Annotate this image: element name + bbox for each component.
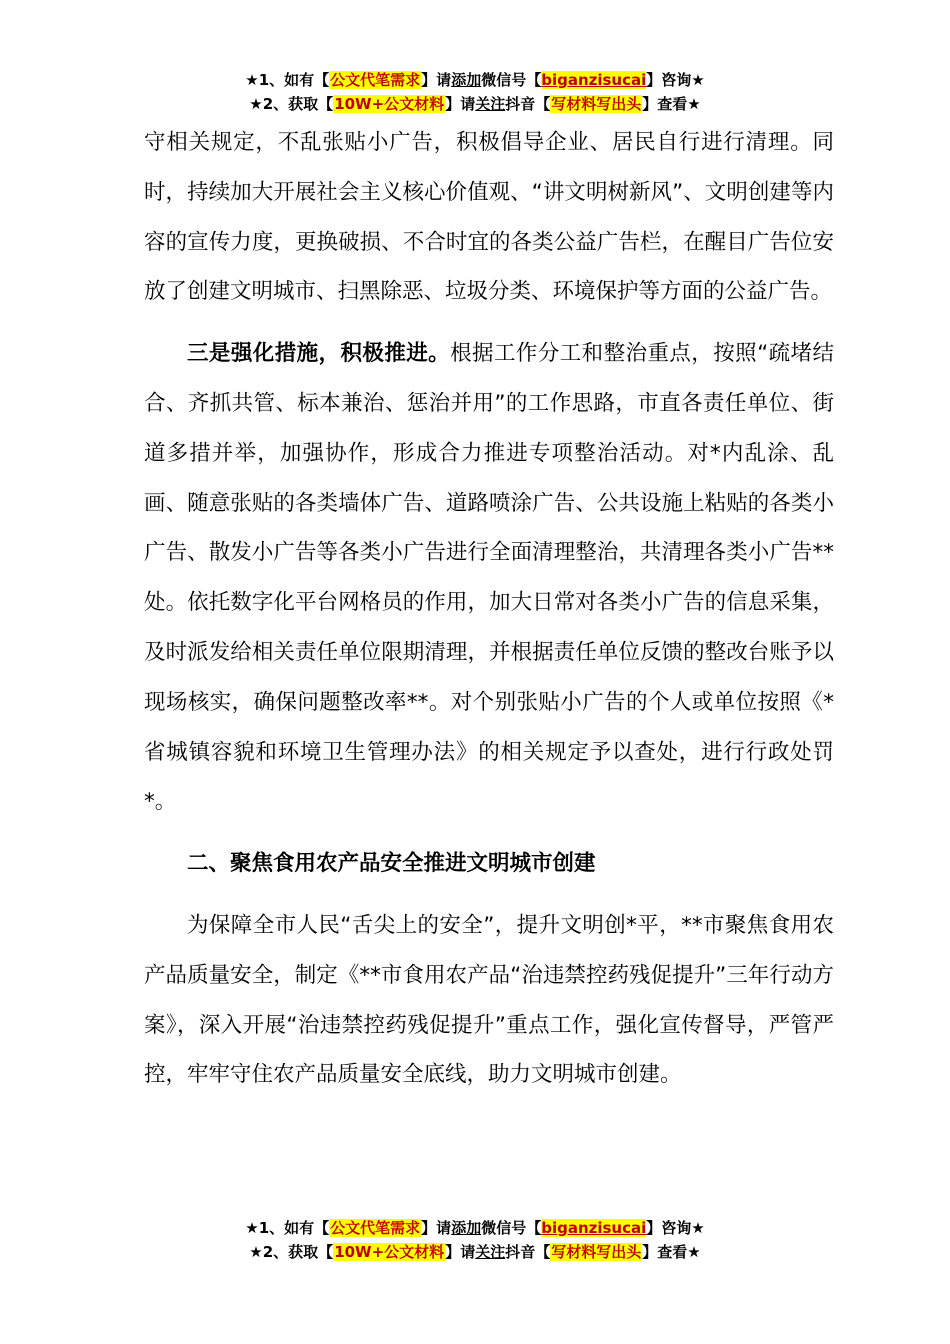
footer-line-1-prefix: ★1、如有【 xyxy=(245,1219,330,1237)
footer-underlined-follow: 关注 xyxy=(475,1243,506,1261)
section-heading-2: 二、聚焦食用农产品安全推进文明城市创建 xyxy=(187,851,596,877)
paragraph-ad-cleanup: 守相关规定，不乱张贴小广告，积极倡导企业、居民自行进行清理。同时，持续加大开展社会主义核心价值观、“讲文明树新风”、文明创建等内容的宣传力度，更换破损、不合时宜的各类公益广告栏，在醒目广告位安放了创建文明城市、扫黑除恶、垃圾分类、环境保护等方面的公益广告。 xyxy=(144,130,834,305)
banner-line-2-suffix: 】查看★ xyxy=(642,95,701,113)
footer-banner xyxy=(0,1216,950,1264)
paragraph-food-safety: 为保障全市人民“舌尖上的安全”，提升文明创*平，**市聚焦食用农产品质量安全，制定《**市食用农产品“治违禁控药残促提升”三年行动方案》，深入开展“治违禁控药残促提升”重点工作，强化宣传督导，严管严控，牢牢守住农产品质量安全底线，助力文明城市创建。 xyxy=(144,912,834,1088)
footer-line-1-mid: 】请 xyxy=(421,1219,452,1237)
footer-wechat-id-link[interactable]: biganzisucai xyxy=(541,1219,647,1237)
footer-douyin-account: 写材料写出头 xyxy=(551,1243,642,1261)
banner-underlined-add: 添加 xyxy=(451,71,482,89)
banner-line-1-prefix: ★1、如有【 xyxy=(245,71,330,89)
footer-line-2-suffix: 】查看★ xyxy=(642,1243,701,1261)
header-banner xyxy=(0,68,950,116)
banner-highlight-ghostwriting: 公文代笔需求 xyxy=(330,71,421,89)
banner-line-2-mid: 】请 xyxy=(445,95,476,113)
banner-line-2 xyxy=(0,92,950,116)
banner-wechat-id-link[interactable]: biganzisucai xyxy=(541,71,647,89)
banner-line-1 xyxy=(0,68,950,92)
banner-line-1-mid: 】请 xyxy=(421,71,452,89)
footer-line-2-mid2: 抖音【 xyxy=(505,1243,551,1261)
paragraph-measures xyxy=(144,329,834,827)
banner-line-1-suffix: 】咨询★ xyxy=(646,71,705,89)
paragraph-measures-lead: 三是强化措施，积极推进。 xyxy=(187,341,451,367)
document-body xyxy=(144,118,834,1100)
footer-highlight-materials: 10W+公文材料 xyxy=(334,1243,445,1261)
banner-underlined-follow: 关注 xyxy=(475,95,506,113)
footer-line-1 xyxy=(0,1216,950,1240)
footer-underlined-add: 添加 xyxy=(451,1219,482,1237)
footer-line-1-suffix: 】咨询★ xyxy=(646,1219,705,1237)
footer-line-2-prefix: ★2、获取【 xyxy=(249,1243,334,1261)
paragraph-measures-body: 根据工作分工和整治重点，按照“疏堵结合、齐抓共管、标本兼治、惩治并用”的工作思路，市直各责任单位、街道多措并举，加强协作，形成合力推进专项整治活动。对*内乱涂、乱画、随意张贴的各类墙体广告、道路喷涂广告、公共设施上粘贴的各类小广告、散发小广告等各类小广告进行全面清理整治，共清理各类小广告**处。依托数字化平台网格员的作用，加大日常对各类小广告的信息采集，及时派发给相关责任单位限期清理，并根据责任单位反馈的整改台账予以现场核实，确保问题整改率**。对个别张贴小广告的个人或单位按照《*省城镇容貌和环境卫生管理办法》的相关规定予以查处，进行行政处罚*。 xyxy=(144,341,834,815)
footer-line-2-mid: 】请 xyxy=(445,1243,476,1261)
footer-highlight-ghostwriting: 公文代笔需求 xyxy=(330,1219,421,1237)
banner-douyin-account: 写材料写出头 xyxy=(551,95,642,113)
banner-line-2-prefix: ★2、获取【 xyxy=(249,95,334,113)
banner-highlight-materials: 10W+公文材料 xyxy=(334,95,445,113)
footer-line-1-mid2: 微信号【 xyxy=(481,1219,542,1237)
footer-line-2 xyxy=(0,1240,950,1264)
banner-line-1-mid2: 微信号【 xyxy=(481,71,542,89)
banner-line-2-mid2: 抖音【 xyxy=(505,95,551,113)
